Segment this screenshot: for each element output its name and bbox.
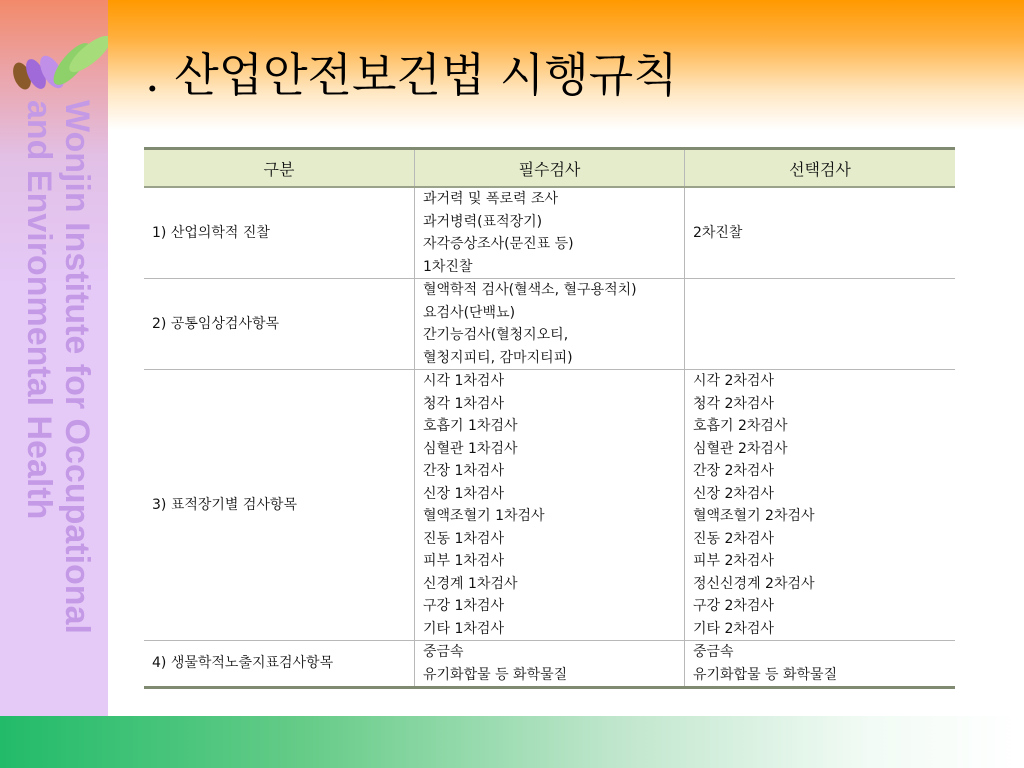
table-header-row	[144, 149, 955, 188]
row-required	[415, 279, 685, 370]
list-item: 시각 2차검사	[692, 373, 774, 389]
list-item: 심혈관 2차검사	[692, 440, 788, 457]
list-item: 청각 1차검사	[423, 395, 504, 412]
list-item: 자각증상조사(문진표 등)	[423, 236, 574, 252]
health-exam-table	[144, 147, 955, 689]
institute-name-line1: Wonjin Institute for Occupational	[58, 100, 96, 634]
list-item: 유기화합물 등 화학물질	[692, 666, 838, 683]
list-item: 신경계 1차검사	[423, 575, 518, 592]
row-required	[415, 641, 685, 688]
list-item: 시각 1차검사	[423, 373, 504, 389]
list-item: 심혈관 1차검사	[423, 440, 518, 457]
list-item: 1차진찰	[423, 258, 473, 275]
list-item: 과거병력(표적장기)	[423, 213, 543, 230]
table-row	[144, 279, 955, 370]
row-required	[415, 187, 685, 279]
list-item: 혈액조혈기 1차검사	[423, 508, 545, 524]
list-item: 과거력 및 폭로력 조사	[423, 191, 559, 207]
list-item: 구강 2차검사	[692, 598, 774, 614]
slide-title: . 산업안전보건법 시행규칙	[145, 48, 678, 102]
list-item: 호흡기 2차검사	[692, 418, 788, 434]
list-item: 진동 1차검사	[423, 530, 504, 547]
table-row	[144, 641, 955, 688]
list-item: 기타 2차검사	[692, 620, 774, 637]
list-item: 혈액조혈기 2차검사	[692, 508, 815, 524]
list-item: 간장 2차검사	[692, 463, 774, 479]
list-item: 2차진찰	[692, 224, 743, 241]
row-category: 4) 생물학적노출지표검사항목	[144, 641, 415, 688]
list-item: 혈액학적 검사(혈색소, 혈구용적치)	[423, 282, 637, 298]
list-item: 호흡기 1차검사	[423, 418, 518, 434]
row-optional	[684, 641, 955, 688]
table-row	[144, 370, 955, 641]
header-optional: 선택검사	[684, 149, 955, 188]
institute-name-vertical	[20, 100, 96, 700]
header-category: 구분	[144, 149, 415, 188]
row-optional	[684, 370, 955, 641]
list-item: 중금속	[423, 644, 464, 660]
list-item: 정신신경계 2차검사	[692, 575, 815, 592]
leaf-logo-icon	[6, 28, 108, 92]
header-required: 필수검사	[415, 149, 685, 188]
institute-name-line2: and Environmental Health	[20, 100, 58, 520]
row-optional	[684, 187, 955, 279]
list-item: 혈청지피티, 감마지티피)	[423, 349, 573, 366]
bottom-gradient-band	[0, 716, 1024, 768]
list-item: 중금속	[692, 644, 734, 660]
list-item: 진동 2차검사	[692, 530, 774, 547]
list-item: 기타 1차검사	[423, 620, 504, 637]
row-category: 1) 산업의학적 진찰	[144, 187, 415, 279]
list-item: 신장 1차검사	[423, 485, 504, 502]
list-item: 신장 2차검사	[692, 485, 774, 502]
row-optional	[684, 279, 955, 370]
list-item: 유기화합물 등 화학물질	[423, 666, 568, 683]
list-item: 청각 2차검사	[692, 395, 774, 412]
list-item: 간장 1차검사	[423, 463, 504, 479]
row-required	[415, 370, 685, 641]
list-item: 간기능검사(혈청지오티,	[423, 327, 569, 343]
table-row	[144, 187, 955, 279]
list-item: 피부 2차검사	[692, 553, 774, 569]
row-category: 3) 표적장기별 검사항목	[144, 370, 415, 641]
list-item: 구강 1차검사	[423, 598, 504, 614]
list-item: 요검사(단백뇨)	[423, 304, 516, 321]
row-category: 2) 공통임상검사항목	[144, 279, 415, 370]
list-item: 피부 1차검사	[423, 553, 504, 569]
